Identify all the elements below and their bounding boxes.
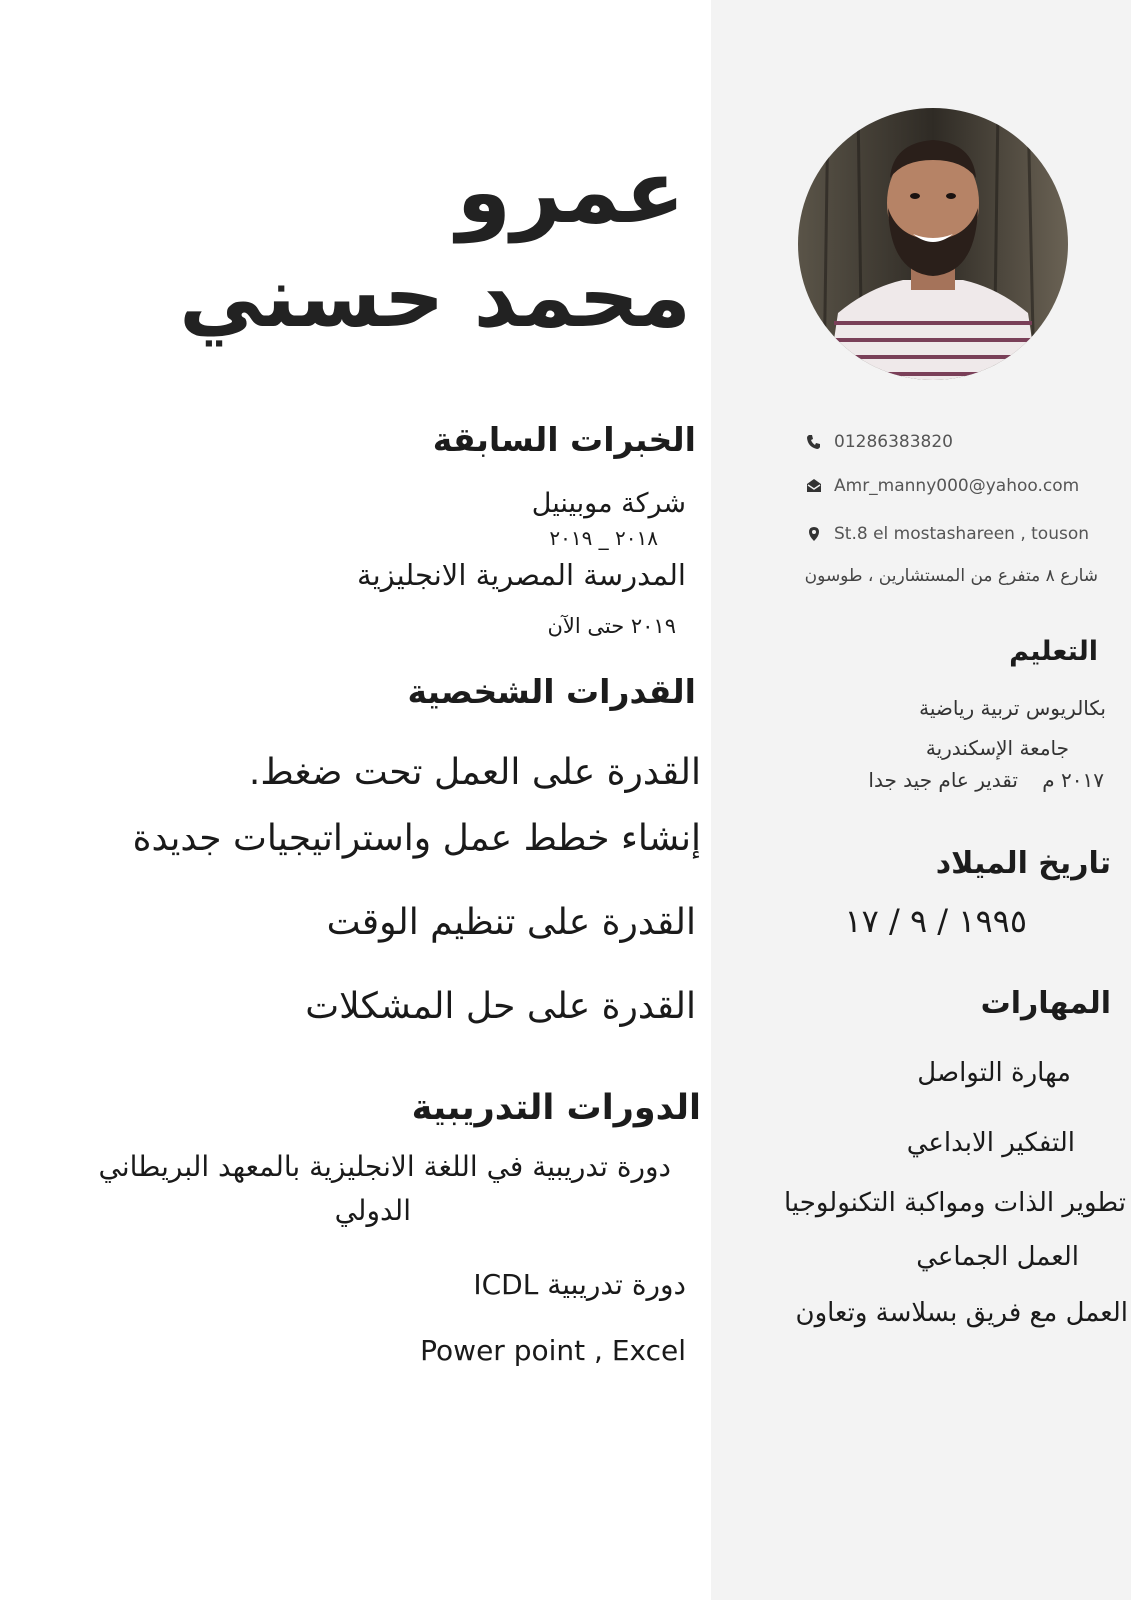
education-title: التعليم xyxy=(1009,636,1098,667)
first-name: عمرو xyxy=(456,140,685,243)
course-item: Power point , Excel xyxy=(420,1334,686,1367)
skill-item: العمل الجماعي xyxy=(916,1242,1079,1272)
education-degree: بكالريوس تربية رياضية xyxy=(919,696,1106,720)
education-grade: تقدير عام جيد جدا xyxy=(868,768,1018,792)
address-ar: شارع ٨ متفرع من المستشارين ، طوسون xyxy=(804,566,1098,586)
course-item: دورة تدريبية في اللغة الانجليزية بالمعهد البريطاني xyxy=(98,1150,671,1183)
contact-address xyxy=(806,524,1089,544)
abilities-title: القدرات الشخصية xyxy=(407,672,696,711)
skill-item: التفكير الابداعي xyxy=(906,1128,1075,1158)
ability-item: القدرة على تنظيم الوقت xyxy=(326,902,696,943)
experience-title: الخبرات السابقة xyxy=(432,420,696,459)
education-year: ٢٠١٧ م xyxy=(1042,768,1104,792)
job-period-2: ٢٠١٩ حتى الآن xyxy=(547,614,676,638)
contact-phone[interactable] xyxy=(806,432,953,452)
job-period-1: ٢٠١٨ _ ٢٠١٩ xyxy=(549,526,658,550)
courses-title: الدورات التدريبية xyxy=(411,1088,701,1128)
course-item: دورة تدريبية ICDL xyxy=(473,1268,686,1301)
location-pin-icon xyxy=(806,526,822,542)
skill-item: تطوير الذات ومواكبة التكنولوجيا xyxy=(784,1188,1126,1218)
skill-item: العمل مع فريق بسلاسة وتعاون xyxy=(795,1298,1128,1328)
last-name: محمد حسني xyxy=(179,248,691,346)
ability-item: إنشاء خطط عمل واستراتيجيات جديدة xyxy=(132,818,701,859)
ability-item: القدرة على حل المشكلات xyxy=(305,986,696,1027)
email-address: Amr_manny000@yahoo.com xyxy=(834,476,1080,496)
birthdate-value: ١٩٩٥ / ٩ / ١٧ xyxy=(844,902,1027,940)
profile-photo xyxy=(798,108,1068,380)
mail-icon xyxy=(806,478,822,494)
skill-item: مهارة التواصل xyxy=(917,1058,1071,1088)
birthdate-title: تاريخ الميلاد xyxy=(935,846,1111,881)
ability-item: القدرة على العمل تحت ضغط. xyxy=(248,752,701,793)
phone-icon xyxy=(806,434,822,450)
education-university: جامعة الإسكندرية xyxy=(925,736,1069,760)
address-en: St.8 el mostashareen , touson xyxy=(834,524,1090,544)
course-item: الدولي xyxy=(334,1194,411,1227)
contact-email[interactable] xyxy=(806,476,1079,496)
job-company-2: المدرسة المصرية الانجليزية xyxy=(357,558,686,592)
job-company-1: شركة موبينيل xyxy=(531,488,686,519)
skills-title: المهارات xyxy=(980,986,1111,1021)
phone-number: 01286383820 xyxy=(834,432,953,452)
